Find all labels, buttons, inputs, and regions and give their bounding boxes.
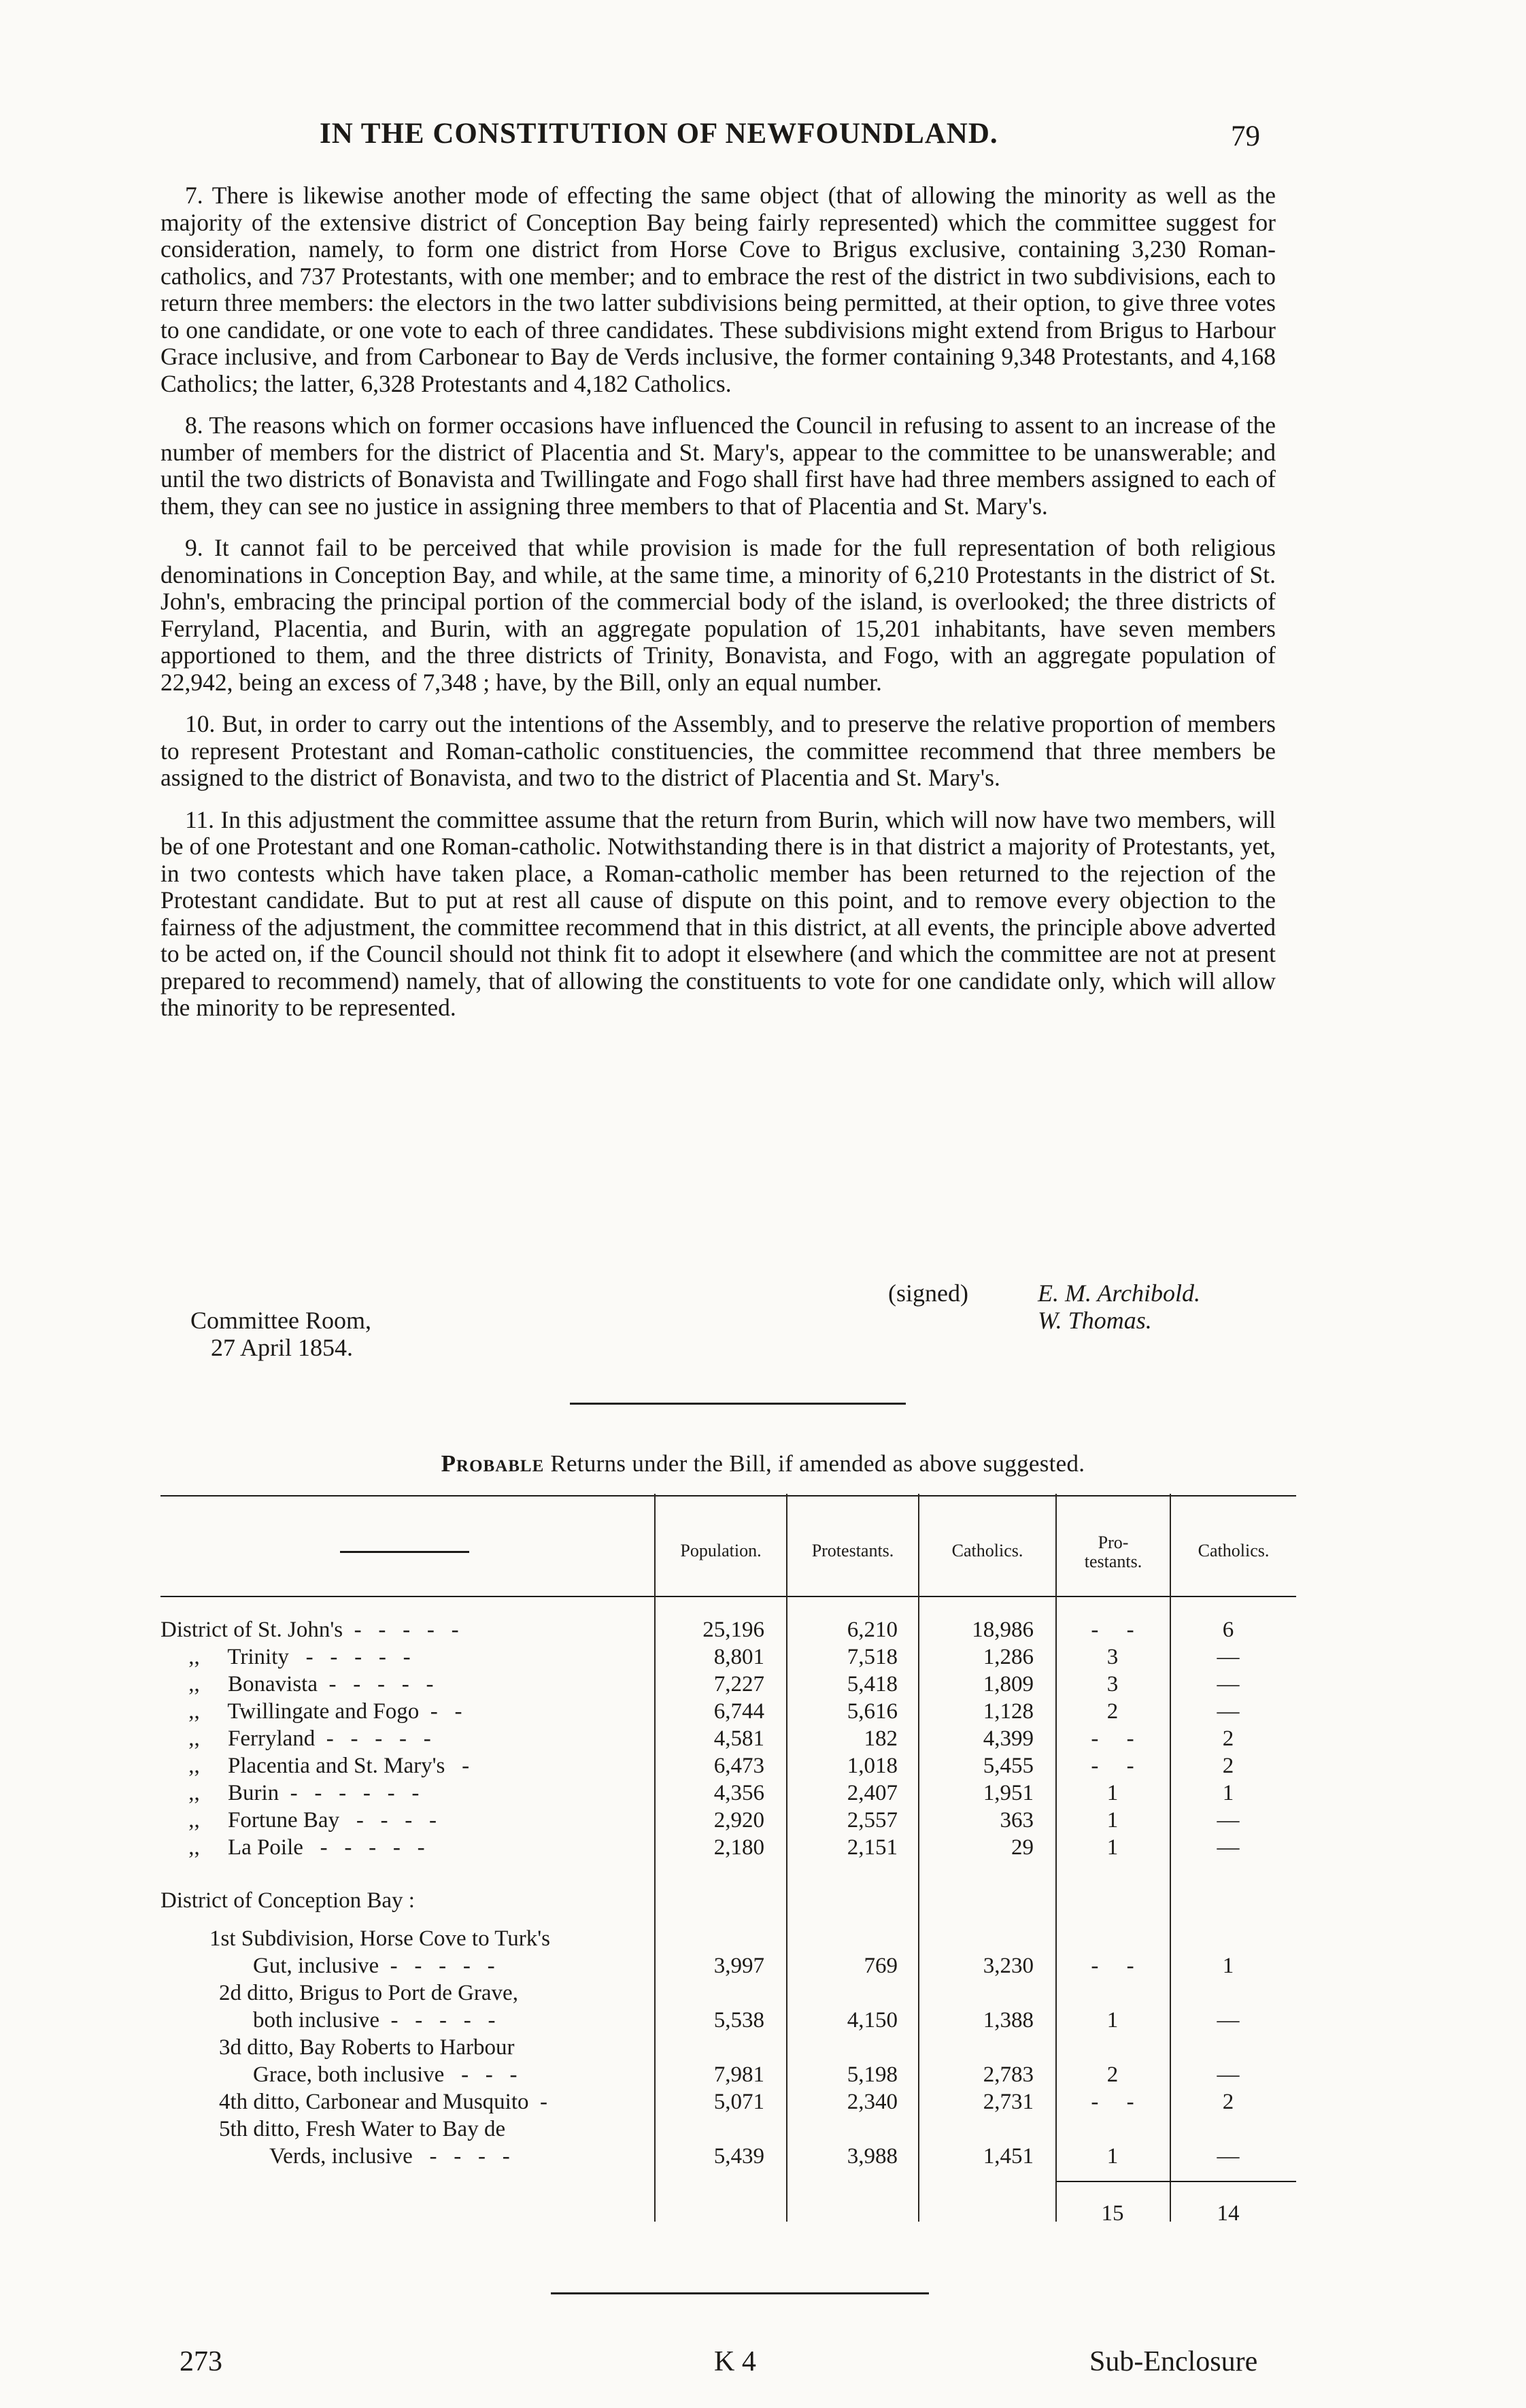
header-protestants: Protestants. [811,1541,894,1560]
protestant-members-cell: 1 [1106,2008,1119,2033]
catholics-cell: 4,399 [983,1726,1034,1751]
row-label: ,, Ferryland - - - - - [160,1726,431,1751]
protestants-cell: 7,518 [847,1645,898,1669]
row-label-line2: Grace, both inclusive - - - [253,2062,518,2087]
protestant-members-cell: 1 [1106,1781,1119,1805]
catholic-members-cell: — [1217,2008,1240,2033]
header-catholics: Catholics. [951,1541,1023,1560]
row-label: ,, Bonavista - - - - - [160,1672,434,1696]
protestants-cell: 2,340 [847,2090,898,2114]
population-cell: 4,356 [713,1781,764,1805]
row-label: ,, Twillingate and Fogo - - [160,1699,462,1724]
protestant-members-cell: - - [1091,1726,1134,1751]
table-caption-text: Returns under the Bill, if amended as above suggested. [544,1450,1085,1477]
paragraph-11: 11. In this adjustment the committee assume that the return from Burin, which will now have two members, will be of one Protestant and one Roman-catholic. Notwithstanding there is in that district a majority of Protestants, yet, in two contests which have taken place, a Roman-catholic member has been returned to the rejection of the Protestant candidate. But to put at rest all cause of dispute on this point, and to remove every objection to the fairness of the adjustment, the committee recommend that in this district, at all events, the principle above adverted to be acted on, if the Council should not think fit to adopt it elsewhere (and which the committee are not at present prepared to recommend) namely, that of allowing the constituents to vote for one candidate only, which will allow the minority to be represented. [160,805,1276,1021]
header-protestant-members [1058,1533,1168,1571]
table-row [160,1808,1296,1835]
catholic-members-cell: — [1217,1645,1240,1669]
page-footer [0,2345,1526,2386]
folio-number: 273 [180,2346,222,2377]
totals-row [160,2201,1296,2228]
table-caption-smallcaps: Probable [441,1450,545,1477]
row-label-line2: Gut, inclusive - - - - - [253,1954,495,1978]
header-population: Population. [680,1541,762,1560]
protestants-cell: 2,557 [847,1808,898,1833]
table-row [160,1835,1296,1862]
catholics-cell: 1,286 [983,1645,1034,1669]
catholic-members-cell: — [1217,1672,1240,1696]
catholics-cell: 2,783 [983,2062,1034,2087]
catholics-cell: 363 [1000,1808,1034,1833]
catholic-members-cell: 6 [1222,1618,1234,1642]
protestants-cell: 2,407 [847,1781,898,1805]
population-cell: 5,071 [713,2090,764,2114]
signature-block [160,1279,1276,1367]
population-cell: 8,801 [713,1645,764,1669]
protestant-members-cell: 3 [1106,1672,1119,1696]
protestants-cell: 5,418 [847,1672,898,1696]
protestants-cell: 5,616 [847,1699,898,1724]
protestant-members-cell: 2 [1106,1699,1119,1724]
catholic-members-cell: — [1217,2144,1240,2169]
catholics-cell: 29 [1011,1835,1034,1860]
row-label-line1: 1st Subdivision, Horse Cove to Turk's [209,1926,551,1951]
catholic-members-cell: — [1217,1699,1240,1724]
row-label-line1: 2d ditto, Brigus to Port de Grave, [219,1981,518,2005]
header-catholic-members: Catholics. [1198,1541,1270,1560]
total-protestant-members: 15 [1101,2201,1124,2226]
population-cell: 25,196 [702,1618,764,1642]
row-label: ,, Placentia and St. Mary's - [160,1754,470,1778]
catholic-members-cell: 2 [1222,1726,1234,1751]
protestant-members-cell: - - [1091,2090,1134,2114]
paragraph-8: 8. The reasons which on former occasions have influenced the Council in refusing to assent to an increase of the number of members for the district of Placentia and St. Mary's, appear to the committee to be unanswerable; and until the two districts of Bonavista and Twillingate and Fogo shall first have had three members assigned to each of them, they can see no justice in assigning three members to that of Placentia and St. Mary's. [160,412,1276,520]
table-top-rule [160,1495,1296,1496]
population-cell: 7,227 [713,1672,764,1696]
protestants-cell: 2,151 [847,1835,898,1860]
paragraph-10: 10. But, in order to carry out the intentions of the Assembly, and to preserve the relative proportion of members to represent Protestant and Roman-catholic constituencies, the committee recommend that three members be assigned to the district of Bonavista, and two to the district of Placentia and St. Mary's. [160,710,1276,791]
table-row [160,1699,1296,1726]
protestants-cell: 182 [864,1726,898,1751]
table-row [160,2062,1296,2090]
paragraph-7: 7. There is likewise another mode of effecting the same object (that of allowing the minority as well as the majority of the extensive district of Conception Bay being fairly represented) which the committee suggest for consideration, namely, to form one district from Horse Cove to Brigus exclusive, containing 3,230 Roman-catholics, and 737 Protestants, with one member; and to embrace the rest of the district in two subdivisions, each to return three members: the electors in the two latter subdivisions being permitted, at their option, to give three votes to one candidate, or one vote to each of three candidates. These subdivisions might extend from Brigus to Harbour Grace inclusive, and from Carbonear to Bay de Verds inclusive, the former containing 9,348 Protestants, and 4,168 Catholics; the latter, 6,328 Protestants and 4,182 Catholics. [160,182,1276,397]
protestant-members-cell: 1 [1106,1835,1119,1860]
protestants-cell: 769 [864,1954,898,1978]
row-label-line2: Verds, inclusive - - - - [269,2144,510,2169]
catholics-cell: 1,128 [983,1699,1034,1724]
totals-rule [1057,2181,1296,2182]
body-text [160,182,1276,1037]
table-row [160,2117,1296,2144]
protestants-cell: 6,210 [847,1618,898,1642]
signature-date: 27 April 1854. [211,1334,354,1361]
table-row [160,1926,1296,1954]
stub-header-dash [340,1551,469,1553]
catholics-cell: 1,809 [983,1672,1034,1696]
table-row [160,2144,1296,2171]
catholics-cell: 18,986 [972,1618,1034,1642]
running-head [0,117,1526,158]
page-title: IN THE CONSTITUTION OF NEWFOUNDLAND. [320,118,998,150]
population-cell: 7,981 [713,2062,764,2087]
page-number: 79 [1231,120,1260,152]
catholics-cell: 5,455 [983,1754,1034,1778]
sub-enclosure-label: Sub-Enclosure [1089,2346,1258,2377]
table-row [160,1645,1296,1672]
row-label: ,, Fortune Bay - - - - [160,1808,437,1833]
table-row [160,2035,1296,2062]
population-cell: 6,744 [713,1699,764,1724]
catholic-members-cell: — [1217,1835,1240,1860]
protestants-cell: 4,150 [847,2008,898,2033]
table-row [160,2090,1296,2117]
population-cell: 5,538 [713,2008,764,2033]
table-row [160,1726,1296,1754]
signatory-name: W. Thomas. [1038,1307,1152,1334]
section-divider [570,1403,906,1405]
total-catholic-members: 14 [1217,2201,1240,2226]
population-cell: 2,180 [713,1835,764,1860]
catholics-cell: 1,451 [983,2144,1034,2169]
protestant-members-cell: - - [1091,1954,1134,1978]
table-row [160,1618,1296,1645]
catholic-members-cell: 2 [1222,1754,1234,1778]
protestants-cell: 5,198 [847,2062,898,2087]
protestant-members-cell: 1 [1106,2144,1119,2169]
signature-mark: K 4 [714,2346,756,2377]
catholic-members-cell: — [1217,1808,1240,1833]
catholic-members-cell: 1 [1222,1781,1234,1805]
population-cell: 3,997 [713,1954,764,1978]
row-label: ,, La Poile - - - - - [160,1835,425,1860]
table-row [160,1981,1296,2008]
row-label-line1: 4th ditto, Carbonear and Musquito - [219,2090,548,2114]
protestant-members-cell: 3 [1106,1645,1119,1669]
signed-label: (signed) [888,1280,968,1307]
catholics-cell: 3,230 [983,1954,1034,1978]
population-cell: 5,439 [713,2144,764,2169]
protestant-members-cell: 2 [1106,2062,1119,2087]
protestant-members-cell: - - [1091,1754,1134,1778]
signature-place: Committee Room, [190,1307,371,1334]
population-cell: 6,473 [713,1754,764,1778]
catholics-cell: 1,951 [983,1781,1034,1805]
paragraph-9: 9. It cannot fail to be perceived that while provision is made for the full representation of both religious denominations in Conception Bay, and while, at the same time, a minority of 6,210 Protestants in the district of St. John's, embracing the principal portion of the commercial body of the island, is overlooked; the three districts of Ferryland, Placentia, and Burin, with an aggregate population of 15,201 inhabitants, have seven members apportioned to them, and the three districts of Trinity, Bonavista, and Fogo, with an aggregate population of 22,942, being an excess of 7,348 ; have, by the Bill, only an equal number. [160,534,1276,696]
catholics-cell: 1,388 [983,2008,1034,2033]
catholic-members-cell: 2 [1222,2090,1234,2114]
catholic-members-cell: — [1217,2062,1240,2087]
conception-bay-heading: District of Conception Bay : [160,1888,415,1913]
row-label-line1: 5th ditto, Fresh Water to Bay de [219,2117,506,2141]
protestants-cell: 3,988 [847,2144,898,2169]
table-row [160,1754,1296,1781]
header-pro-line2: testants. [1084,1552,1142,1571]
row-label-line2: both inclusive - - - - - [253,2008,496,2033]
population-cell: 2,920 [713,1808,764,1833]
population-cell: 4,581 [713,1726,764,1751]
table-header-rule [160,1596,1296,1597]
row-label: ,, Burin - - - - - - [160,1781,420,1805]
catholics-cell: 2,731 [983,2090,1034,2114]
table-row [160,2008,1296,2035]
returns-table [160,1494,1296,2276]
header-pro-line1: Pro- [1098,1533,1129,1552]
table-row [160,1888,1296,1916]
catholic-members-cell: 1 [1222,1954,1234,1978]
row-label: District of St. John's - - - - - [160,1618,459,1642]
protestant-members-cell: - - [1091,1618,1134,1642]
table-caption [0,1450,1526,1477]
table-row [160,1672,1296,1699]
table-row [160,1781,1296,1808]
closing-rule [551,2292,929,2294]
protestant-members-cell: 1 [1106,1808,1119,1833]
row-label-line1: 3d ditto, Bay Roberts to Harbour [219,2035,515,2060]
protestants-cell: 1,018 [847,1754,898,1778]
row-label: ,, Trinity - - - - - [160,1645,411,1669]
signatory-name: E. M. Archibold. [1038,1280,1200,1307]
table-row [160,1954,1296,1981]
